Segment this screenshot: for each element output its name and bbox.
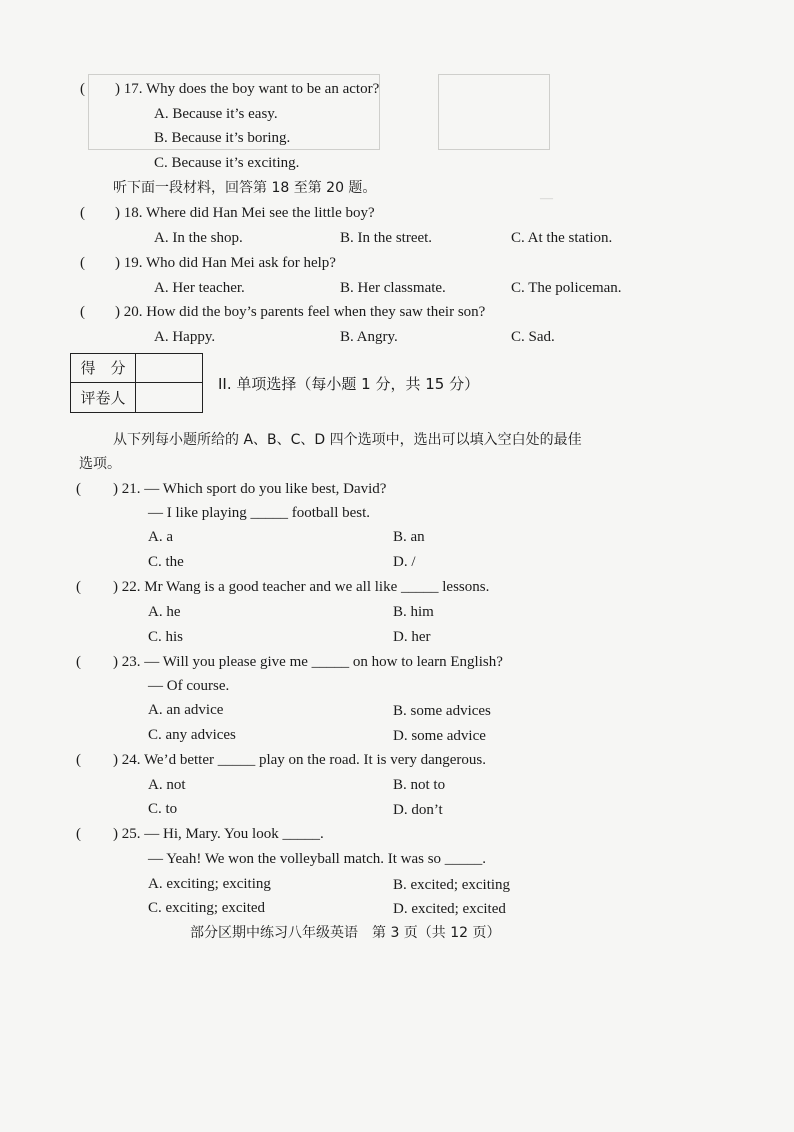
question-21: ) 21. — Which sport do you like best, David? bbox=[113, 481, 387, 497]
option-d: D. / bbox=[393, 554, 416, 570]
option-c: C. Sad. bbox=[511, 329, 555, 345]
option-a: A. Happy. bbox=[154, 329, 216, 345]
question-22: ) 22. Mr Wang is a good teacher and we all like _____ lessons. bbox=[113, 579, 490, 595]
score-box-divider bbox=[135, 354, 136, 412]
option-a: A. exciting; exciting bbox=[148, 876, 271, 892]
answer-bracket[interactable]: ( bbox=[76, 752, 81, 768]
question-23: ) 23. — Will you please give me _____ on how to learn English? bbox=[113, 654, 503, 670]
grader-label: 评卷人 bbox=[80, 389, 126, 407]
section-instruction: 从下列每小题所给的 A、B、C、D 四个选项中，选出可以填入空白处的最佳 bbox=[113, 432, 582, 448]
score-box-divider bbox=[71, 382, 202, 383]
option-b: B. an bbox=[393, 529, 425, 545]
question-25: ) 25. — Hi, Mary. You look _____. bbox=[113, 826, 324, 842]
question-24: ) 24. We’d better _____ play on the road. It is very dangerous. bbox=[113, 752, 487, 768]
option-d: D. her bbox=[393, 629, 431, 645]
answer-bracket[interactable]: ( bbox=[80, 304, 85, 320]
option-a: A. In the shop. bbox=[154, 230, 243, 246]
question-17: ) 17. Why does the boy want to be an actor? bbox=[115, 81, 380, 97]
answer-bracket[interactable]: ( bbox=[80, 255, 85, 271]
option-c: C. any advices bbox=[148, 727, 236, 743]
option-c: C. At the station. bbox=[511, 230, 613, 246]
option-d: D. don’t bbox=[393, 802, 443, 818]
score-box bbox=[70, 353, 203, 413]
score-label: 得 分 bbox=[80, 359, 126, 377]
question-25-line2: — Yeah! We won the volleyball match. It was so _____. bbox=[148, 851, 487, 867]
bleed-through-stamp bbox=[438, 74, 550, 150]
answer-bracket[interactable]: ( bbox=[76, 654, 81, 670]
option-b: B. excited; exciting bbox=[393, 877, 511, 893]
answer-bracket[interactable]: ( bbox=[76, 826, 81, 842]
option-a: A. an advice bbox=[148, 702, 224, 718]
section-title: II. 单项选择（每小题 1 分，共 15 分） bbox=[218, 375, 480, 393]
option-c: C. his bbox=[148, 629, 184, 645]
option-c: C. Because it’s exciting. bbox=[154, 155, 300, 171]
question-20: ) 20. How did the boy’s parents feel when they saw their son? bbox=[115, 304, 486, 320]
bleed-through-text: — bbox=[540, 190, 553, 205]
option-b: B. In the street. bbox=[340, 230, 433, 246]
option-b: B. Angry. bbox=[340, 329, 398, 345]
option-d: D. some advice bbox=[393, 728, 486, 744]
option-a: A. he bbox=[148, 604, 181, 620]
option-b: B. him bbox=[393, 604, 434, 620]
question-19: ) 19. Who did Han Mei ask for help? bbox=[115, 255, 336, 271]
page-footer: 部分区期中练习八年级英语 第 3 页（共 12 页） bbox=[190, 925, 501, 941]
option-a: A. a bbox=[148, 529, 173, 545]
section-instruction: 选项。 bbox=[79, 456, 121, 472]
question-18: ) 18. Where did Han Mei see the little boy? bbox=[115, 205, 375, 221]
answer-bracket[interactable]: ( bbox=[80, 205, 85, 221]
answer-bracket[interactable]: ( bbox=[76, 481, 81, 497]
option-c: C. exciting; excited bbox=[148, 900, 266, 916]
option-c: C. The policeman. bbox=[511, 280, 622, 296]
answer-bracket[interactable]: ( bbox=[80, 81, 85, 97]
answer-bracket[interactable]: ( bbox=[76, 579, 81, 595]
listening-instruction: 听下面一段材料，回答第 18 至第 20 题。 bbox=[113, 180, 377, 196]
option-b: B. some advices bbox=[393, 703, 491, 719]
option-c: C. to bbox=[148, 801, 178, 817]
option-b: B. Her classmate. bbox=[340, 280, 446, 296]
option-c: C. the bbox=[148, 554, 184, 570]
option-a: A. Her teacher. bbox=[154, 280, 245, 296]
option-d: D. excited; excited bbox=[393, 901, 506, 917]
option-b: B. not to bbox=[393, 777, 446, 793]
question-23-line2: — Of course. bbox=[148, 678, 230, 694]
option-b: B. Because it’s boring. bbox=[154, 130, 291, 146]
question-21-line2: — I like playing _____ football best. bbox=[148, 505, 371, 521]
option-a: A. not bbox=[148, 777, 186, 793]
option-a: A. Because it’s easy. bbox=[154, 106, 278, 122]
